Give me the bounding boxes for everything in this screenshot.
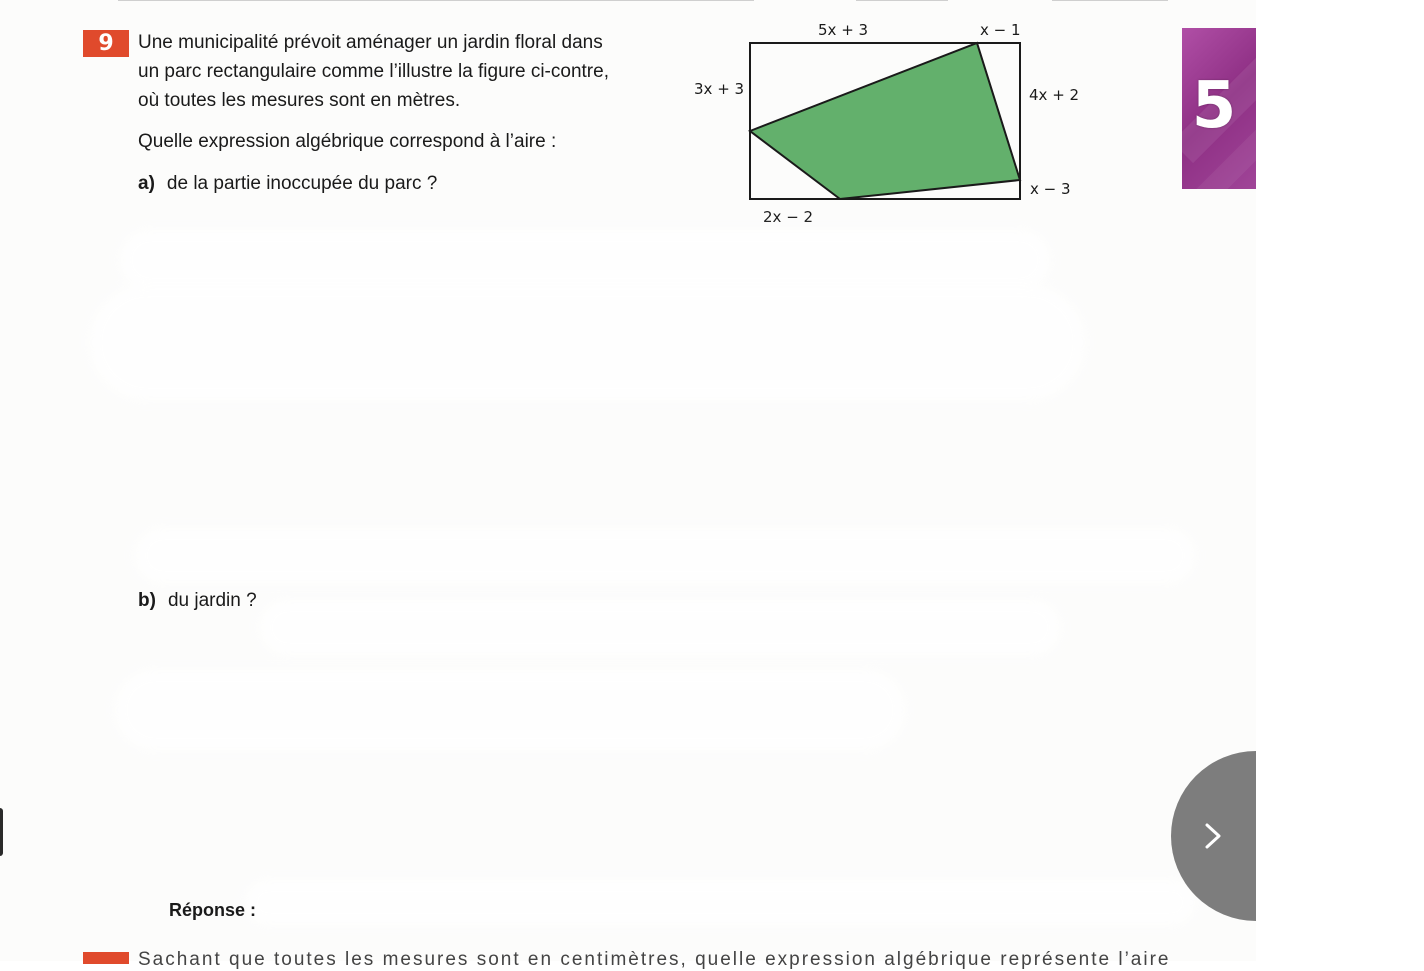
statement-line-3: où toutes les mesures sont en mètres.	[138, 90, 461, 111]
question-text: Quelle expression algébrique correspond à l’aire :	[138, 131, 557, 152]
next-exercise-badge	[83, 952, 129, 964]
next-page-button[interactable]	[1171, 751, 1256, 921]
top-divider	[1052, 0, 1168, 1]
erased-area	[90, 285, 1085, 400]
label-right-bottom: x − 3	[1030, 180, 1071, 198]
part-a-label: a)	[138, 173, 155, 194]
erased-area	[245, 880, 1195, 925]
statement-line-2: un parc rectangulaire comme l’illustre la figure ci-contre,	[138, 61, 609, 82]
garden-figure	[740, 35, 1040, 210]
part-b	[138, 586, 257, 615]
label-top-right: x − 1	[980, 21, 1021, 39]
top-divider	[118, 0, 754, 1]
label-left: 3x + 3	[694, 80, 745, 98]
erased-area	[260, 600, 1060, 655]
chapter-tab	[1182, 28, 1256, 189]
part-a-text: de la partie inoccupée du parc ?	[166, 173, 438, 194]
label-right-top: 4x + 2	[1029, 86, 1080, 104]
statement-line-1: Une municipalité prévoit aménager un jardin floral dans	[138, 32, 603, 53]
exercise-number-badge: 9	[83, 30, 129, 57]
next-exercise-text: Sachant que toutes les mesures sont en centimètres, quelle expression algébrique représente l’aire	[138, 949, 1171, 970]
left-edge-handle	[0, 808, 3, 856]
part-a	[138, 169, 437, 198]
chevron-right-icon	[1201, 821, 1225, 851]
label-top-left: 5x + 3	[818, 21, 869, 39]
erased-area	[120, 230, 1050, 290]
erased-area	[135, 528, 1195, 583]
chapter-number: 5	[1191, 69, 1237, 143]
garden-quadrilateral	[750, 43, 1020, 199]
part-b-label: b)	[138, 590, 156, 611]
next-page-button-container	[1150, 740, 1256, 940]
label-bottom-left: 2x − 2	[763, 208, 814, 226]
part-b-text: du jardin ?	[167, 590, 257, 611]
answer-label: Réponse :	[169, 900, 257, 920]
erased-area	[115, 670, 905, 750]
top-divider	[856, 0, 948, 1]
